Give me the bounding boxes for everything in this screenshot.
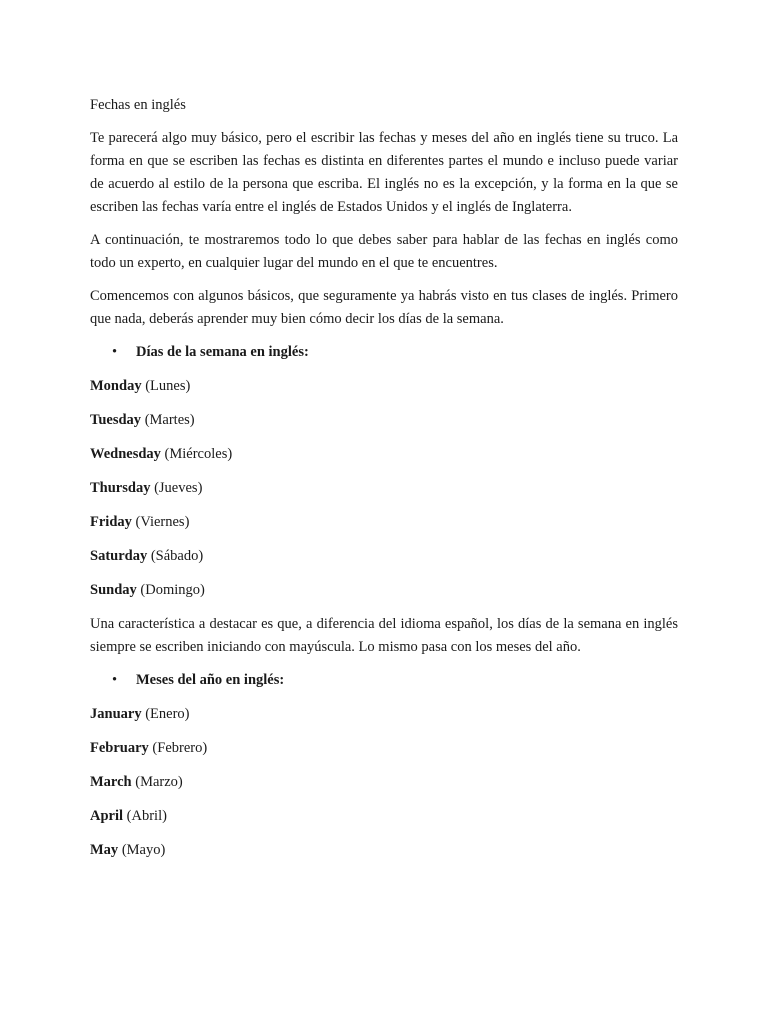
- day-spanish: (Sábado): [150, 548, 204, 564]
- month-english: January: [90, 706, 142, 722]
- month-english: February: [90, 740, 149, 756]
- bullet-icon: •: [112, 344, 118, 360]
- day-spanish: (Jueves): [154, 480, 203, 496]
- day-item-friday: [90, 511, 678, 534]
- day-item-wednesday: [90, 443, 678, 466]
- capitalization-paragraph: Una característica a destacar es que, a diferencia del idioma español, los días de la semana en inglés siempre se escriben iniciando con mayúscula. Lo mismo pasa con los meses del año.: [90, 616, 678, 655]
- month-spanish: (Mayo): [121, 842, 166, 858]
- day-spanish: (Lunes): [145, 378, 191, 394]
- day-item-thursday: [90, 477, 678, 500]
- day-english: Saturday: [90, 548, 148, 564]
- month-spanish: (Enero): [145, 706, 190, 722]
- day-item-tuesday: [90, 409, 678, 432]
- bullet-icon: •: [112, 672, 118, 688]
- month-item-april: [90, 805, 678, 828]
- day-item-saturday: [90, 545, 678, 568]
- document-title: Fechas en inglés: [90, 97, 186, 113]
- document-page: [90, 94, 678, 873]
- month-item-may: [90, 839, 678, 862]
- days-heading: [90, 341, 678, 364]
- day-spanish: (Domingo): [140, 582, 205, 598]
- month-english: March: [90, 774, 132, 790]
- day-spanish: (Martes): [144, 412, 195, 428]
- month-english: April: [90, 808, 124, 824]
- day-english: Friday: [90, 514, 132, 530]
- day-english: Thursday: [90, 480, 151, 496]
- day-english: Tuesday: [90, 412, 142, 428]
- month-item-february: [90, 737, 678, 760]
- day-spanish: (Viernes): [135, 514, 190, 530]
- continuation-paragraph: A continuación, te mostraremos todo lo que debes saber para hablar de las fechas en inglés como todo un experto, en cualquier lugar del mundo en el que te encuentres.: [90, 232, 678, 271]
- month-item-march: [90, 771, 678, 794]
- day-english: Monday: [90, 378, 142, 394]
- months-heading: [90, 669, 678, 692]
- month-english: May: [90, 842, 119, 858]
- day-spanish: (Miércoles): [164, 446, 233, 462]
- months-heading-label: Meses del año en inglés:: [136, 672, 285, 688]
- days-heading-label: Días de la semana en inglés:: [136, 344, 309, 360]
- day-english: Wednesday: [90, 446, 161, 462]
- month-spanish: (Febrero): [152, 740, 208, 756]
- intro-paragraph: Te parecerá algo muy básico, pero el escribir las fechas y meses del año en inglés tiene su truco. La forma en que se escriben las fechas es distinta en diferentes partes el mundo e incluso puede variar de acuerdo al estilo de la persona que escriba. El inglés no es la excepción, y la forma en la que se escriben las fechas varía entre el inglés de Estados Unidos y el inglés de Inglaterra.: [90, 130, 678, 215]
- day-item-sunday: [90, 579, 678, 602]
- day-item-monday: [90, 375, 678, 398]
- month-item-january: [90, 703, 678, 726]
- basics-paragraph: Comencemos con algunos básicos, que seguramente ya habrás visto en tus clases de inglés. Primero que nada, deberás aprender muy bien cómo decir los días de la semana.: [90, 288, 678, 327]
- month-spanish: (Abril): [126, 808, 167, 824]
- day-english: Sunday: [90, 582, 137, 598]
- month-spanish: (Marzo): [135, 774, 183, 790]
